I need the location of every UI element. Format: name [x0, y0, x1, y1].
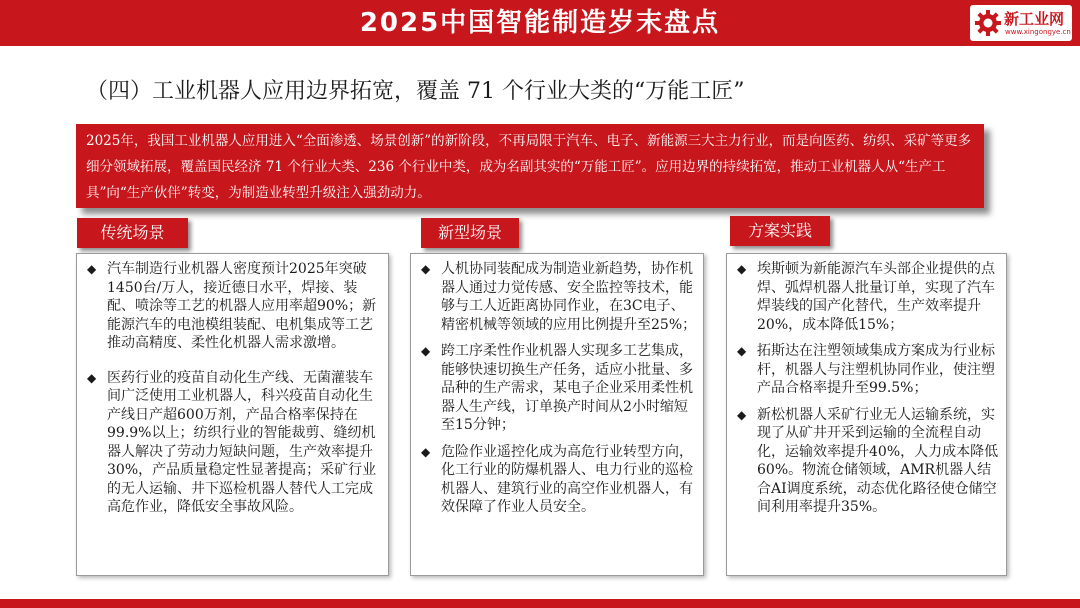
column-label-emerging: 新型场景: [421, 218, 519, 248]
list-item-text: 危险作业遥控化成为高危行业转型方向，化工行业的防爆机器人、电力行业的巡检机器人、建筑行业的高空作业机器人，有效保障了作业人员安全。: [441, 443, 693, 515]
list-item-text: 拓斯达在注塑领域集成方案成为行业标杆，机器人与注塑机协同作业，使注塑产品合格率提升至99.5%；: [757, 343, 995, 396]
diamond-bullet-icon: ◆: [737, 344, 747, 358]
list-item: [87, 260, 382, 353]
diamond-bullet-icon: ◆: [87, 370, 97, 385]
list-item: [421, 443, 697, 517]
list-item: [737, 406, 1000, 517]
diamond-bullet-icon: ◆: [421, 262, 431, 276]
card-emerging: [410, 253, 704, 576]
card-practice: [726, 253, 1007, 576]
list-item: [421, 342, 697, 435]
diamond-bullet-icon: ◆: [87, 262, 97, 276]
list-item-text: 新松机器人采矿行业无人运输系统，实现了从矿井开采到运输的全流程自动化，运输效率提升40%，人力成本降低60%。物流仓储领域，AMR机器人结合AI调度系统，动态优化路径使仓储空间利用率提升35%。: [757, 406, 999, 515]
diamond-bullet-icon: ◆: [421, 344, 431, 358]
list-item-text: 人机协同装配成为制造业新趋势，协作机器人通过力觉传感、安全监控等技术，能够与工人近距离协同作业，在3C电子、精密机械等领域的应用比例提升至25%；: [441, 261, 697, 333]
list-item-text: 医药行业的疫苗自动化生产线、无菌灌装车间广泛使用工业机器人，科兴疫苗自动化生产线日产超600万剂，产品合格率保持在99.9%以上；纺织行业的智能裁剪、缝纫机器人解决了劳动力短缺问题，生产效率提升30%，产品质量稳定性显著提高；采矿行业的无人运输、井下巡检机器人替代人工完成高危作业，降低安全事故风险。: [107, 369, 377, 515]
logo-url: www.xingongye.cn: [1005, 28, 1071, 36]
page-banner-title: 2025中国智能制造岁末盘点: [359, 8, 721, 38]
diamond-bullet-icon: ◆: [737, 262, 747, 276]
list-item: [737, 260, 1000, 334]
footer-bar: [0, 599, 1080, 608]
gear-icon: [974, 9, 1002, 37]
list-item-text: 埃斯顿为新能源汽车头部企业提供的点焊、弧焊机器人批量订单，实现了汽车焊装线的国产化替代，生产效率提升20%，成本降低15%；: [757, 261, 995, 333]
column-label-traditional: 传统场景: [77, 218, 188, 248]
intro-summary: 2025年，我国工业机器人应用进入“全面渗透、场景创新”的新阶段，不再局限于汽车、电子、新能源三大主力行业，而是向医药、纺织、采矿等更多细分领域拓展，覆盖国民经济 71 个行业大类、236 个行业中类，成为名副其实的“万能工匠”。应用边界的持续拓宽，推动工业机器人从“生产工具”向“生产伙伴”转变，为制造业转型升级注入强劲动力。: [76, 124, 984, 208]
logo-name: 新工业网: [1004, 10, 1065, 28]
list-item: [421, 260, 697, 334]
list-item-text: 跨工序柔性作业机器人实现多工艺集成，能够快速切换生产任务，适应小批量、多品种的生产需求，某电子企业采用柔性机器人生产线，订单换产时间从2小时缩短至15分钟；: [441, 343, 693, 433]
brand-logo[interactable]: [970, 5, 1072, 41]
column-label-practice: 方案实践: [730, 216, 830, 246]
list-item-text: 汽车制造行业机器人密度预计2025年突破1450台/万人，接近德日水平，焊接、装配、喷涂等工艺的机器人应用率超90%；新能源汽车的电池模组装配、电机集成等工艺推动高精度、柔性化机器人需求激增。: [107, 261, 377, 351]
list-item: [737, 342, 1000, 398]
section-title: （四）工业机器人应用边界拓宽，覆盖 71 个行业大类的“万能工匠”: [86, 79, 745, 104]
list-item: [87, 369, 382, 517]
diamond-bullet-icon: ◆: [421, 444, 431, 459]
card-traditional: [76, 253, 389, 576]
diamond-bullet-icon: ◆: [737, 407, 747, 422]
